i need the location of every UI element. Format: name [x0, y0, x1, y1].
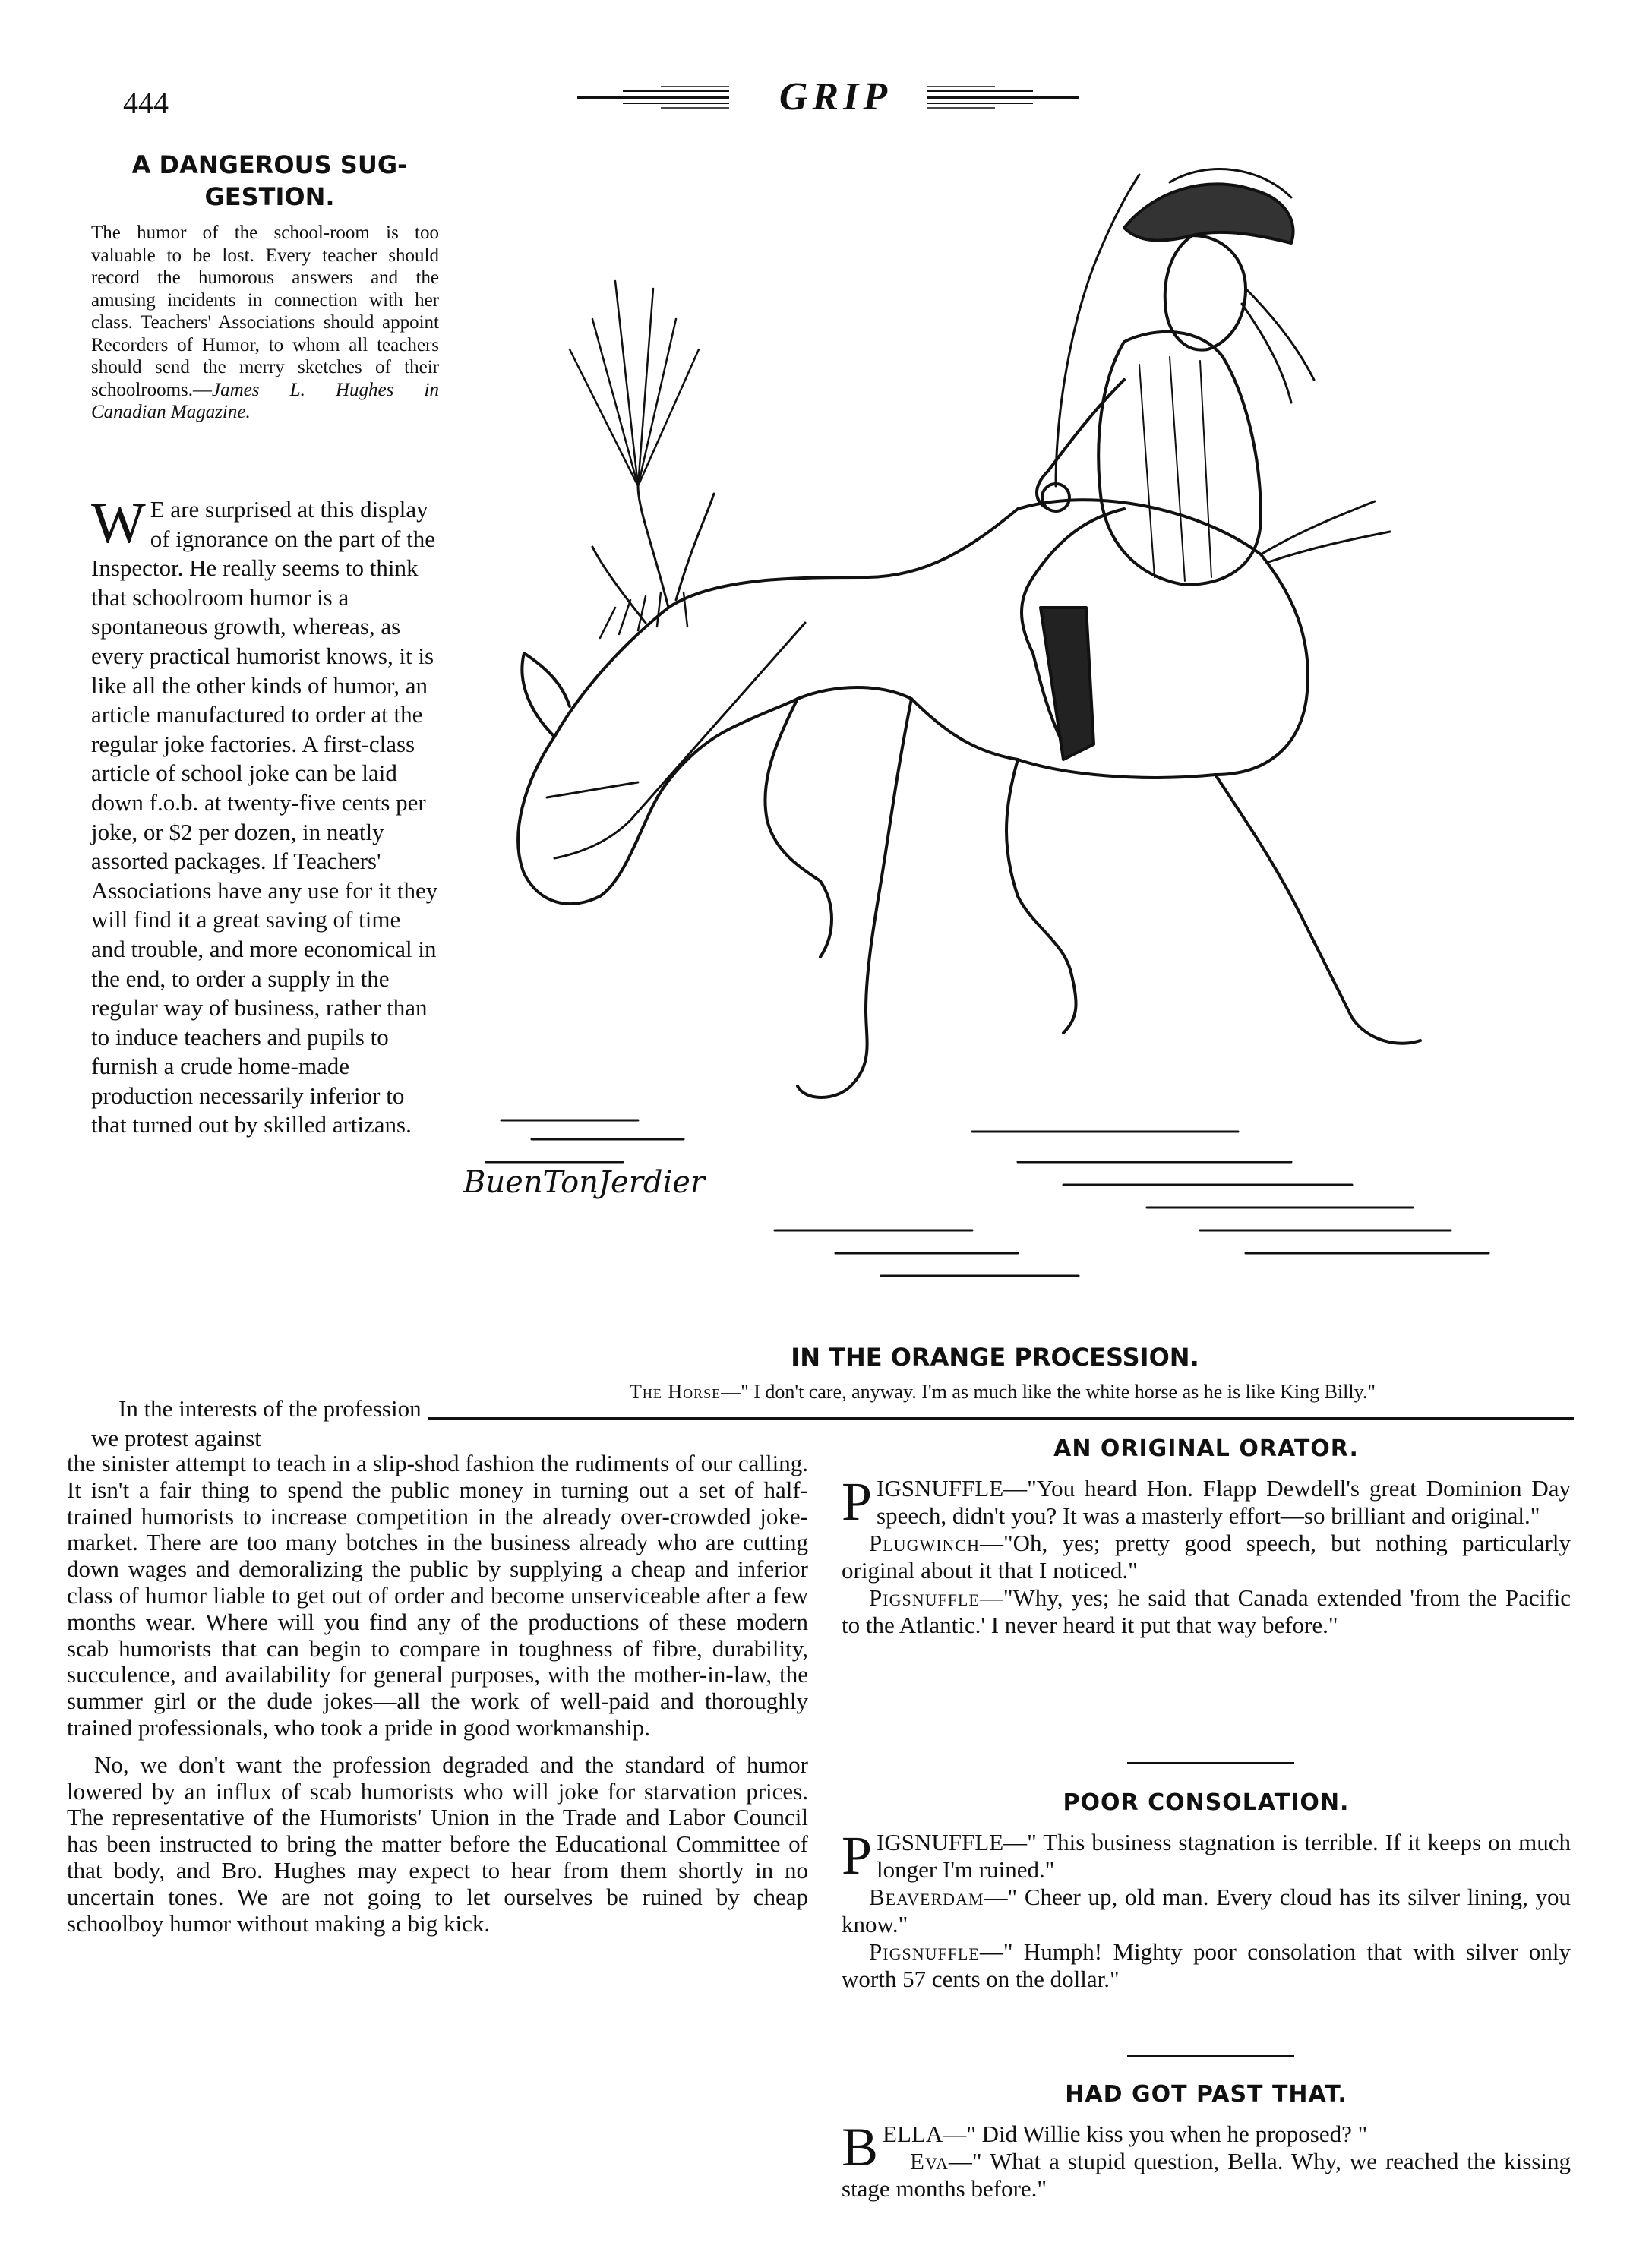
article1-continuation [67, 1451, 808, 1947]
speaker: IGSNUFFLE [877, 1829, 1004, 1855]
rider-hair [1242, 289, 1314, 403]
horse-hind-leg-1 [1006, 760, 1076, 1033]
dialogue-text: —" This business stagnation is terrible. If it keeps on much longer I'm ruined." [877, 1829, 1571, 1883]
horse-mane [592, 486, 714, 623]
speaker: IGSNUFFLE [877, 1475, 1004, 1502]
artist-signature: BuenTonJerdier [463, 1165, 706, 1200]
quote-text: The humor of the school-room is too valuable to be lost. Every teacher should record the humorous answers and the amusing incidents in connection with her class. Teachers' Associations should appoint Recorders of Humor, to whom all teachers should send the merry sketches of their schoolrooms.— [91, 223, 439, 400]
illustration-orange-procession [441, 152, 1542, 1352]
horse-front-leg-raised [765, 699, 832, 957]
drop-cap: B [842, 2117, 879, 2177]
dialogue-text: —" Did Willie kiss you when he proposed? " [943, 2121, 1368, 2147]
masthead-title: GRIP [779, 75, 892, 118]
horse-plume [570, 281, 699, 486]
rider-hat [1124, 184, 1293, 243]
speaker: Pigsnuffle [869, 1938, 980, 1965]
rider-coat [1098, 332, 1261, 585]
masthead [577, 74, 1094, 120]
masthead-rule-left [577, 82, 729, 112]
paragraph-text: E are surprised at this display of ignorance on the part of the Inspector. He really seems to think that schoolroom humor is a spontaneous growth, whereas, as every practical humorist knows, it is like all the other kinds of humor, an article manufactured to order at the regular joke factories. A first-class article of school joke can be laid down f.o.b. at twenty-five cents per joke, or $2 per dozen, in neatly assorted packages. If Teachers' Associations have any use for it they will find it a great saving of time and trouble, and more economical in the end, to order a supply in the regular way of business, rather than to induce teachers and pupils to furnish a crude home-made production necessarily inferior to that turned out by skilled artizans. [91, 496, 438, 1138]
drop-cap: W [91, 491, 146, 555]
epigraph-quote [91, 222, 439, 424]
speaker: Beaverdam [869, 1884, 984, 1910]
drop-cap: P [842, 1471, 873, 1532]
caption-divider [428, 1417, 1574, 1420]
speaker: Pigsnuffle [869, 1584, 980, 1611]
dialogue-text: —"Why, yes; he said that Canada extended 'from the Pacific to the Atlantic.' I never heard it put that way before." [842, 1584, 1571, 1638]
rider-hand [1042, 484, 1069, 511]
paragraph-text: No, we don't want the profession degraded and the standard of humor lowered by an influx of scab humorists who will joke for starvation prices. The representative of the Humorists' Union in the Trade and Labor Council has been instructed to bring the matter before the Educational Committee of that body, and Bro. Hughes may expect to hear from them shortly in no uncertain tones. We are not going to let ourselves be ruined by cheap schoolboy humor without making a big kick. [67, 1751, 808, 1937]
article-title: HAD GOT PAST THAT. [1065, 2081, 1347, 2108]
horse-tail [1261, 501, 1390, 562]
article1-paragraph-2-start [91, 1394, 439, 1453]
quote-citation: James L. Hughes in Canadian Magazine. [91, 379, 439, 422]
dialogue-text: —"You heard Hon. Flapp Dewdell's great Dominion Day speech, didn't you? It was a masterly effort—so brilliant and original." [877, 1475, 1571, 1529]
horse-body [668, 500, 1308, 778]
horse-head [518, 608, 798, 904]
dialogue-text: —" Humph! Mighty poor consolation that with silver only worth 57 cents on the dollar." [842, 1938, 1571, 1992]
article1-paragraph-1 [91, 491, 439, 1140]
page-number: 444 [123, 86, 169, 120]
illustration-caption-title: IN THE ORANGE PROCESSION. [791, 1343, 1199, 1372]
drop-cap: P [842, 1825, 873, 1886]
caption-text: —" I don't care, anyway. I'm as much like the white horse as he is like King Billy." [721, 1381, 1376, 1403]
article-poor-consolation [842, 1789, 1571, 1993]
article-original-orator [842, 1435, 1571, 1639]
dialogue-text: —" Cheer up, old man. Every cloud has its silver lining, you know." [842, 1884, 1571, 1937]
illustration-caption [456, 1381, 1549, 1404]
dialogue-text: —" What a stupid question, Bella. Why, we reached the kissing stage months before." [842, 2148, 1571, 2202]
rider-boot [1041, 608, 1094, 760]
paragraph-text: In the interests of the profession we protest against [91, 1395, 422, 1451]
article-title-dangerous-suggestion: A DANGEROUS SUG-GESTION. [131, 150, 408, 211]
rider-arm [1037, 380, 1124, 509]
article-title: AN ORIGINAL ORATOR. [1053, 1435, 1359, 1462]
section-divider [1127, 1762, 1294, 1764]
article-title: POOR CONSOLATION. [1063, 1789, 1350, 1816]
speaker: ELLA [883, 2121, 943, 2147]
speaker: Eva [910, 2148, 949, 2174]
horse-front-leg [798, 699, 911, 1097]
dialogue-text: —"Oh, yes; pretty good speech, but nothing particularly original about it that I noticed." [842, 1530, 1571, 1584]
masthead-rule-right [927, 82, 1079, 112]
section-divider [1127, 2055, 1294, 2057]
caption-speaker: The Horse [629, 1381, 722, 1403]
paragraph-text: the sinister attempt to teach in a slip-shod fashion the rudiments of our calling. It isn't a fair thing to spend the public money in turning out a set of half-trained humorists to increase competition in the already over-crowded joke-market. There are too many botches in the business already who are cutting down wages and demoralizing the public by supplying a cheap and inferior class of humor liable to get out of order and become unserviceable after a few months wear. Where will you find any of the productions of these modern scab humorists that can begin to compare in toughness of fibre, durability, succulence, and availability for general purposes, with the mother-in-law, the summer girl or the dude jokes—all the work of well-paid and thoroughly trained professionals, who took a pride in good workmanship. [67, 1450, 808, 1741]
horse-hind-leg-2 [1215, 775, 1420, 1044]
speaker: Plugwinch [869, 1530, 980, 1556]
article-had-got-past-that [842, 2081, 1571, 2203]
